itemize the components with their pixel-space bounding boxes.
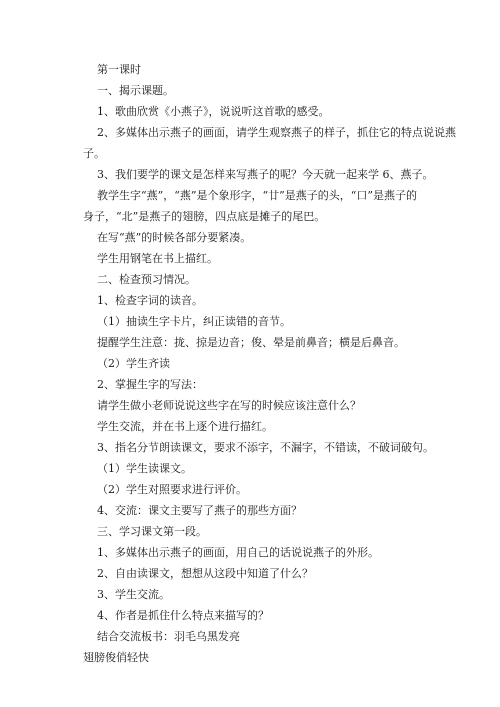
section-heading: 二、检查预习情况。 [97, 273, 196, 286]
paragraph-line: （1）学生读课文。 [97, 462, 192, 475]
paragraph-line: 2、多媒体出示燕子的画面，请学生观察燕子的样子，抓住它的特点说说燕 [97, 126, 456, 139]
paragraph-line: （2）学生齐读 [97, 357, 170, 370]
paragraph-line: 4、交流：课文主要写了燕子的那些方面？ [97, 504, 302, 517]
section-heading: 三、学习课文第一段。 [97, 525, 207, 538]
lesson-heading: 第一课时 [97, 63, 141, 76]
paragraph-line: 在写“燕”的时候各部分要紧凑。 [97, 231, 252, 244]
paragraph-line: 3、指名分节朗读课文，要求不添字，不漏字，不错读，不破词破句。 [97, 441, 434, 454]
paragraph-line: 子。 [83, 147, 105, 160]
paragraph-line: 4、作者是抓住什么特点来描写的？ [97, 609, 269, 622]
paragraph-line: 教学生字“燕”，“燕”是个象形字，“廿”是燕子的头，“口”是燕子的 [97, 189, 417, 202]
paragraph-line: 学生交流，并在书上逐个进行描红。 [97, 420, 273, 433]
paragraph-line: 3、学生交流。 [97, 588, 170, 601]
paragraph-line: 学生用钢笔在书上描红。 [97, 252, 218, 265]
paragraph-line: 提醒学生注意：拢、掠是边音；俊、晕是前鼻音；横是后鼻音。 [97, 336, 405, 349]
section-heading: 一、揭示课题。 [97, 84, 174, 97]
paragraph-line: 1、多媒体出示燕子的画面，用自己的话说说燕子的外形。 [97, 546, 379, 559]
paragraph-line: 2、自由读课文，想想从这段中知道了什么？ [97, 567, 313, 580]
paragraph-line: 结合交流板书：羽毛乌黑发亮 [97, 630, 240, 643]
paragraph-line: 身子，“北”是燕子的翅膀，四点底是摊子的尾巴。 [83, 210, 326, 223]
paragraph-line: 3、我们要学的课文是怎样来写燕子的呢？今天就一起来学 6、燕子。 [97, 168, 434, 181]
paragraph-line: 1、检查字词的读音。 [97, 294, 203, 307]
paragraph-line: 1、歌曲欣赏《小燕子》，说说听这首歌的感受。 [97, 105, 330, 118]
paragraph-line: （2）学生对照要求进行评价。 [97, 483, 247, 496]
paragraph-line: 请学生做小老师说说这些字在写的时候应该注意什么？ [97, 399, 361, 412]
paragraph-line: 2、掌握生字的写法： [97, 378, 203, 391]
paragraph-line: （1）抽读生字卡片，纠正读错的音节。 [97, 315, 291, 328]
paragraph-line: 翅膀俊俏轻快 [83, 651, 149, 664]
